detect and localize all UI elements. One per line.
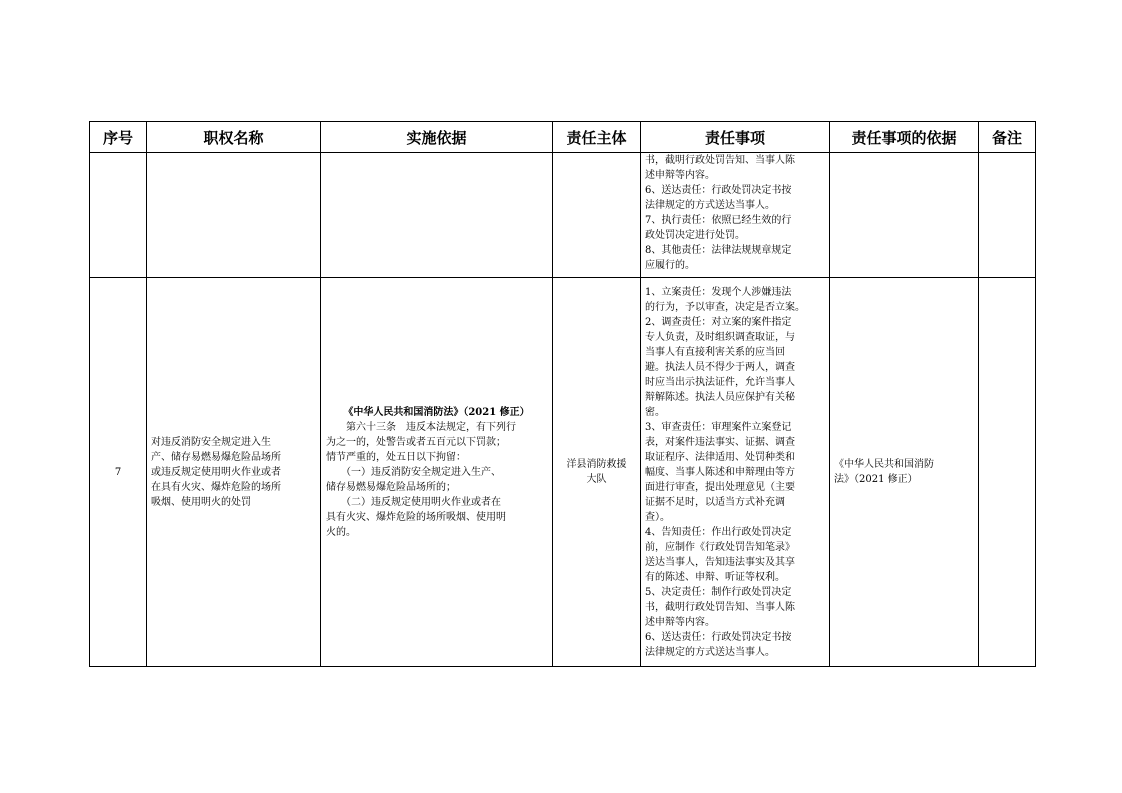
text-line: 3、审查责任：审理案件立案登记 bbox=[645, 421, 792, 433]
text-line: 法律规定的方式送达当事人。 bbox=[645, 200, 775, 211]
table-row bbox=[90, 278, 1036, 667]
header-seq: 序号 bbox=[90, 122, 147, 153]
text-line: 时应当出示执法证件，允许当事人 bbox=[645, 376, 795, 388]
text-line: 述申辩等内容。 bbox=[645, 616, 715, 628]
text-line: 大队 bbox=[586, 474, 607, 485]
text-line: 前，应制作《行政处罚告知笔录》 bbox=[645, 541, 795, 553]
header-remarks: 备注 bbox=[979, 122, 1036, 153]
duty-table bbox=[89, 121, 1036, 667]
cell-duty-basis bbox=[830, 278, 979, 667]
text-line: 幅度、当事人陈述和申辩理由等方 bbox=[645, 466, 795, 478]
header-duty-basis: 责任事项的依据 bbox=[830, 122, 979, 153]
text-line: 8、其他责任：法律法规规章规定 bbox=[645, 245, 792, 256]
text-line: 在具有火灾、爆炸危险的场所 bbox=[151, 481, 281, 493]
text-line: 6、送达责任：行政处罚决定书按 bbox=[645, 185, 792, 196]
cell-power-name bbox=[147, 278, 321, 667]
text-line: 5、决定责任：制作行政处罚决定 bbox=[645, 586, 792, 598]
duty-basis-text bbox=[834, 457, 974, 487]
cell-seq bbox=[90, 153, 147, 278]
text-line: 1、立案责任：发现个人涉嫌违法 bbox=[645, 286, 792, 298]
text-line: 第六十三条 违反本法规定，有下列行 bbox=[326, 421, 516, 433]
text-line: 送达当事人，告知违法事实及其享 bbox=[645, 556, 795, 568]
header-basis: 实施依据 bbox=[321, 122, 553, 153]
cell-basis bbox=[321, 153, 553, 278]
cell-remarks bbox=[979, 278, 1036, 667]
text-line: 述申辩等内容。 bbox=[645, 170, 715, 181]
text-line: 法律规定的方式送达当事人。 bbox=[645, 646, 775, 658]
text-line: 储存易燃易爆危险品场所的； bbox=[326, 481, 456, 493]
cell-power-name bbox=[147, 153, 321, 278]
text-line: 政处罚决定进行处罚。 bbox=[645, 230, 745, 241]
cell-duty-basis bbox=[830, 153, 979, 278]
text-line: 的行为，予以审查，决定是否立案。 bbox=[645, 301, 805, 313]
cell-basis bbox=[321, 278, 553, 667]
text-line: 具有火灾、爆炸危险的场所吸烟、使用明 bbox=[326, 511, 506, 523]
text-line: 为之一的，处警告或者五百元以下罚款； bbox=[326, 436, 506, 448]
header-row bbox=[90, 122, 1036, 153]
text-line: 有的陈述、申辩、听证等权利。 bbox=[645, 571, 785, 583]
text-line: 对违反消防安全规定进入生 bbox=[151, 436, 271, 448]
text-line: 表，对案件违法事实、证据、调查 bbox=[645, 436, 795, 448]
cell-duties bbox=[641, 278, 830, 667]
text-line: 书，截明行政处罚告知、当事人陈 bbox=[645, 601, 795, 613]
text-line: 洋县消防救援 bbox=[566, 459, 627, 470]
cell-subject bbox=[553, 278, 641, 667]
power-name-text bbox=[151, 435, 316, 510]
text-line: 《中华人民共和国消防 bbox=[834, 459, 934, 470]
text-line: 6、送达责任：行政处罚决定书按 bbox=[645, 631, 792, 643]
cell-subject bbox=[553, 153, 641, 278]
text-line: 书，截明行政处罚告知、当事人陈 bbox=[645, 155, 795, 166]
text-line: 密。 bbox=[645, 406, 665, 418]
cell-seq: 7 bbox=[90, 278, 147, 667]
text-line: 7、执行责任：依照已经生效的行 bbox=[645, 215, 792, 226]
text-line: 专人负责，及时组织调查取证，与 bbox=[645, 331, 795, 343]
text-line: 取证程序、法律适用、处罚种类和 bbox=[645, 451, 795, 463]
header-duties: 责任事项 bbox=[641, 122, 830, 153]
text-line: 情节严重的，处五日以下拘留： bbox=[326, 451, 466, 463]
text-line: 或违反规定使用明火作业或者 bbox=[151, 466, 281, 478]
header-power-name: 职权名称 bbox=[147, 122, 321, 153]
header-subject: 责任主体 bbox=[553, 122, 641, 153]
text-line: 2、调查责任：对立案的案件指定 bbox=[645, 316, 792, 328]
basis-text bbox=[326, 420, 547, 540]
cell-duties bbox=[641, 153, 830, 278]
table-row bbox=[90, 153, 1036, 278]
basis-title: 《中华人民共和国消防法》（2021 修正） bbox=[343, 406, 530, 418]
text-line: 辩解陈述。执法人员应保护有关秘 bbox=[645, 391, 795, 403]
text-line: 产、储存易燃易爆危险品场所 bbox=[151, 451, 281, 463]
text-line: 应履行的。 bbox=[645, 260, 695, 271]
duties-text bbox=[645, 285, 825, 660]
text-line: 面进行审查，提出处理意见（主要 bbox=[645, 481, 795, 493]
text-line: 吸烟、使用明火的处罚 bbox=[151, 496, 251, 508]
duties-text bbox=[645, 153, 825, 273]
text-line: 当事人有直接利害关系的应当回 bbox=[645, 346, 785, 358]
text-line: 法》（2021 修正） bbox=[834, 474, 918, 485]
subject-text bbox=[553, 457, 640, 487]
text-line: （一）违反消防安全规定进入生产、 bbox=[326, 466, 501, 478]
text-line: 避。执法人员不得少于两人，调查 bbox=[645, 361, 795, 373]
text-line: 4、告知责任：作出行政处罚决定 bbox=[645, 526, 792, 538]
text-line: 查）。 bbox=[645, 511, 670, 523]
text-line: 火的。 bbox=[326, 526, 356, 538]
cell-remarks bbox=[979, 153, 1036, 278]
text-line: （二）违反规定使用明火作业或者在 bbox=[326, 496, 501, 508]
text-line: 证据不足时，以适当方式补充调 bbox=[645, 496, 785, 508]
